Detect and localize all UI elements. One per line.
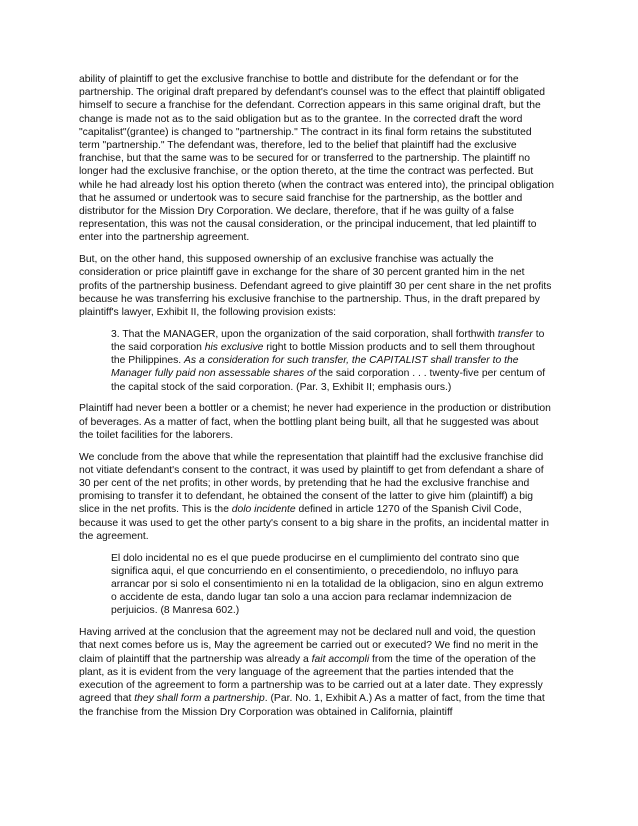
italic-text: dolo incidente	[231, 504, 296, 516]
text-run: from the time of the operation of the plant, as it is evident from the very language of the agreement that the parties intended that the execution of the agreement to form a partnership was to be carried out at a later date. They expressly agreed that	[79, 653, 543, 705]
block-quote	[111, 328, 546, 394]
body-paragraph	[79, 253, 554, 319]
text-run: right to bottle Mission products and to sell them throughout the Philippines.	[111, 342, 535, 367]
document-body	[79, 73, 554, 719]
italic-text: fait accompli	[311, 653, 370, 665]
text-run: defined in article 1270 of the Spanish Civil Code, because it was used to get the other party's consent to a big share in the profits, an incidental matter in the agreement.	[79, 504, 550, 542]
italic-text: transfer	[497, 328, 533, 340]
text-run: 3. That the MANAGER, upon the organization of the said corporation, shall forthwith	[111, 328, 498, 340]
text-run: to the said corporation	[111, 328, 545, 354]
text-run: Plaintiff had never been a bottler or a chemist; he never had experience in the production or distribution of beverages. As a matter of fact, when the bottling plant being built, all that he suggested was about the toilet facilities for the laborers.	[79, 403, 551, 441]
italic-text: As a consideration for such transfer, the CAPITALIST shall transfer to the Manager fully paid non assessable shares of	[111, 355, 519, 380]
text-run: We conclude from the above that while the representation that plaintiff had the exclusive franchise did not vitiate defendant's consent to the contract, it was used by plaintiff to get from defendant a share of 30 per cent of the net profits; in other words, by pretending that he had the exclusive franchise and promising to transfer it to defendant, he obtained the consent of the latter to give him (plaintiff) a big slice in the net profits. This is the	[79, 451, 544, 516]
italic-text: his exclusive	[204, 342, 264, 354]
text-run: But, on the other hand, this supposed ownership of an exclusive franchise was actually the consideration or price plaintiff gave in exchange for the share of 30 percent granted him in the net profits of the partnership business. Defendant agreed to give plaintiff 30 per cent share in the net profits because he was transferring his exclusive franchise to the partnership. Thus, in the draft prepared by plaintiff's lawyer, Exhibit II, the following provision exists:	[79, 254, 552, 319]
italic-text: they shall form a partnership	[134, 693, 265, 705]
text-run: the said corporation . . . twenty-five per centum of the capital stock of the said corporation. (Par. 3, Exhibit II; emphasis ours.)	[111, 368, 546, 393]
body-paragraph	[79, 402, 554, 442]
text-run: ability of plaintiff to get the exclusive franchise to bottle and distribute for the defendant or for the partnership. The original draft prepared by defendant's counsel was to the effect that plaintiff obligated himself to secure a franchise for the defendant. Correction appears in this same original draft, but the change is made not as to the said obligation but as to the grantee. In the corrected draft the word "capitalist"(grantee) is changed to "partnership." The contract in its final form retains the substituted term "partnership." The defendant was, therefore, led to the belief that plaintiff had the exclusive franchise, but that the same was to be secured for or transferred to the partnership. The plaintiff no longer had the exclusive franchise, or the option thereto, at the time the contract was perfected. But while he had already lost his option thereto (when the contract was entered into), the principal obligation that he assumed or undertook was to secure said franchise for the partnership, as the bottler and distributor for the Mission Dry Corporation. We declare, therefore, that if he was guilty of a false representation, this was not the causal consideration, or the principal inducement, that led plaintiff to enter into the partnership agreement.	[79, 74, 554, 244]
body-paragraph	[79, 73, 554, 245]
block-quote	[111, 552, 546, 618]
text-run: . (Par. No. 1, Exhibit A.) As a matter of fact, from the time that the franchise from the Mission Dry Corporation was obtained in California, plaintiff	[79, 693, 545, 718]
text-run: Having arrived at the conclusion that the agreement may not be declared null and void, the question that next comes before us is, May the agreement be carried out or executed? We find no merit in the claim of plaintiff that the partnership was already a	[79, 627, 539, 665]
body-paragraph	[79, 626, 554, 718]
body-paragraph	[79, 451, 554, 543]
text-run: El dolo incidental no es el que puede producirse en el cumplimiento del contrato sino que significa aqui, el que concurriendo en el consentimiento, o precediendolo, no influyo para arrancar por si solo el consentimiento ni en la totalidad de la obligacion, sino en algun extremo o accidente de esta, dando lugar tan solo a una accion para reclamar indemnizacion de perjuicios. (8 Manresa 602.)	[111, 552, 544, 617]
